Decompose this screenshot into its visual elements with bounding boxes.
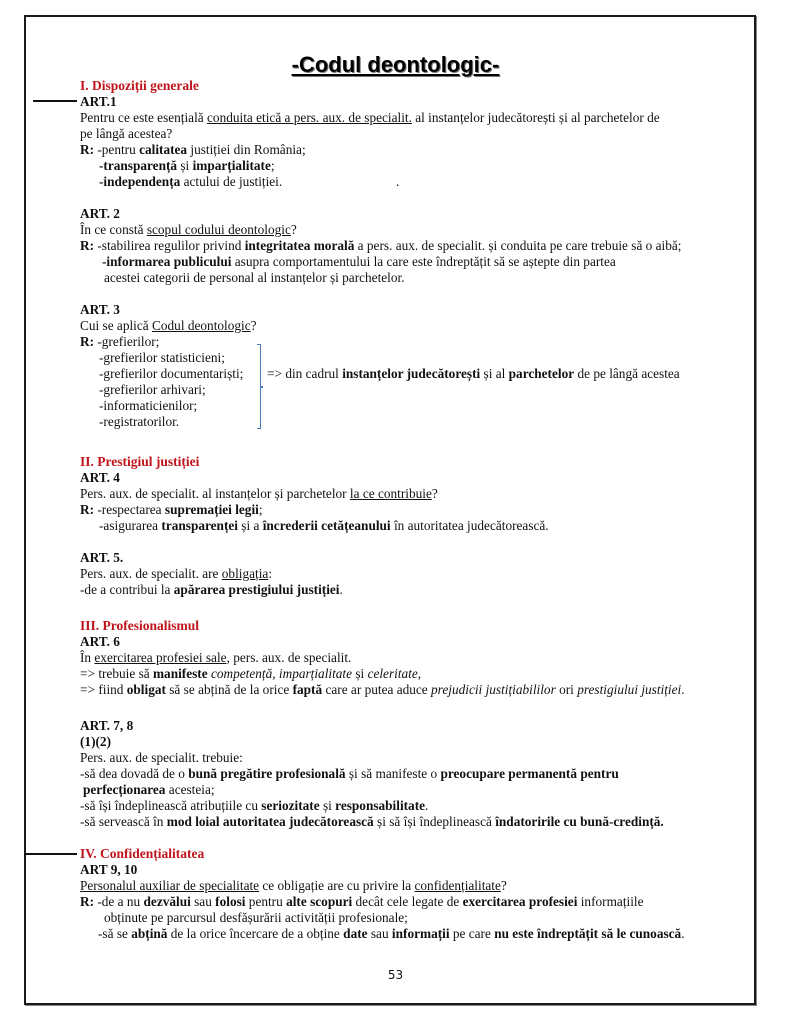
margin-marker-line: [24, 853, 77, 855]
bold-text: mod loial autoritatea judecătorească: [166, 814, 374, 829]
italic-text: prestigiului justiției: [577, 682, 682, 697]
text: .: [681, 926, 685, 941]
article-label: ART.1: [80, 94, 117, 109]
article-label: ART. 2: [80, 206, 120, 221]
bold-text: perfecționarea: [83, 782, 166, 797]
section-heading: II. Prestigiul justiției: [80, 454, 200, 469]
answer-line: acestei categorii de personal al instanțelor și parchetelor.: [104, 270, 405, 285]
text: și: [177, 158, 193, 173]
margin-marker-line: [33, 100, 77, 102]
underlined-text: Codul deontologic: [152, 318, 251, 333]
bold-text: încrederii cetățeanului: [262, 518, 391, 533]
question-line: [80, 318, 257, 334]
text: ?: [431, 486, 438, 501]
bold-text: instanțelor judecătorești: [342, 366, 481, 381]
bold-text: abțină: [131, 926, 168, 941]
text: Pers. aux. de specialit. are: [80, 566, 222, 581]
answer-line: [99, 174, 282, 190]
body-line: [80, 682, 685, 698]
body-line: Pers. aux. de specialit. trebuie:: [80, 750, 243, 765]
question-line: [80, 486, 438, 502]
text: și a: [237, 518, 263, 533]
article-label: ART. 3: [80, 302, 120, 317]
body-line: [80, 666, 421, 682]
article-label: ART. 4: [80, 470, 120, 485]
bold-text: -independența: [99, 174, 181, 189]
list-item: -grefierilor statisticieni;: [99, 350, 225, 365]
answer-line: [98, 926, 685, 942]
bold-text: exercitarea profesiei: [462, 894, 578, 909]
text: asupra comportamentului la care este îndreptățit să se aștepte din partea: [231, 254, 616, 269]
answer-line: [80, 894, 644, 910]
underlined-text: exercitarea profesiei sale: [94, 650, 227, 665]
text: și să își îndeplinească: [373, 814, 496, 829]
text: ?: [250, 318, 257, 333]
bold-text: preocupare permanentă pentru: [440, 766, 619, 781]
text: informațiile: [577, 894, 644, 909]
question-line: [80, 566, 272, 582]
text: și al: [480, 366, 509, 381]
text: ?: [290, 222, 297, 237]
text: => din cadrul: [267, 366, 343, 381]
section-heading: III. Profesionalismul: [80, 618, 200, 633]
text: al instanțelor judecătorești și al parchetelor de: [411, 110, 660, 125]
text: , pers. aux. de specialit.: [226, 650, 352, 665]
stray-dot: .: [396, 174, 400, 189]
text: să se abțină de la orice: [165, 682, 293, 697]
list-item: [80, 334, 159, 350]
text: .: [339, 582, 343, 597]
text: pentru: [245, 894, 287, 909]
list-item: -grefierilor arhivari;: [99, 382, 206, 397]
text: în autoritatea judecătorească.: [390, 518, 549, 533]
page-number: 53: [387, 968, 404, 982]
text: justiției din România;: [187, 142, 306, 157]
body-line: [80, 798, 428, 814]
article-label: ART. 5.: [80, 550, 124, 565]
question-line: [80, 878, 507, 894]
text: -pentru: [94, 142, 140, 157]
text: ;: [258, 502, 263, 517]
text: -respectarea: [94, 502, 165, 517]
answer-prefix: R:: [80, 334, 95, 349]
bold-text: integritatea morală: [244, 238, 355, 253]
bold-text: transparenței: [161, 518, 238, 533]
text: sau: [190, 894, 216, 909]
bold-text: bună pregătire profesională: [188, 766, 346, 781]
bold-text: apărarea prestigiului justiției: [173, 582, 340, 597]
section-heading: I. Dispoziții generale: [80, 78, 199, 93]
bold-text: informații: [391, 926, 450, 941]
text: și: [352, 666, 368, 681]
underlined-text: obligația: [221, 566, 269, 581]
text: -să servească în: [80, 814, 167, 829]
bold-text: faptă: [292, 682, 323, 697]
bold-text: date: [343, 926, 368, 941]
answer-prefix: R:: [80, 502, 95, 517]
bold-text: calitatea: [139, 142, 188, 157]
text: .: [681, 682, 685, 697]
bold-text: manifeste: [152, 666, 208, 681]
bold-text: îndatoririle cu bună-credință.: [495, 814, 664, 829]
text: -de a contribui la: [80, 582, 174, 597]
text: pe care: [449, 926, 495, 941]
text: În: [80, 650, 95, 665]
text: -să își îndeplinească atribuțiile cu: [80, 798, 262, 813]
bold-text: responsabilitate: [335, 798, 426, 813]
underlined-text: scopul codului deontologic: [146, 222, 291, 237]
bold-text: seriozitate: [261, 798, 320, 813]
text: .: [425, 798, 429, 813]
text: ori: [555, 682, 578, 697]
list-item: -registratorilor.: [99, 414, 180, 429]
body-line: [80, 814, 664, 830]
bold-text: folosi: [215, 894, 246, 909]
text: de la orice încercare de a obține: [167, 926, 344, 941]
text: ?: [500, 878, 507, 893]
italic-text: celeritate: [367, 666, 418, 681]
answer-prefix: R:: [80, 238, 95, 253]
bold-text: parchetelor: [508, 366, 575, 381]
text: -grefierilor;: [94, 334, 160, 349]
answer-line: [99, 518, 549, 534]
list-item: -informaticienilor;: [99, 398, 198, 413]
text: :: [268, 566, 273, 581]
text: Pentru ce este esențială: [80, 110, 208, 125]
answer-line: [80, 582, 343, 598]
bold-text: nu este îndreptățit să le cunoască: [494, 926, 682, 941]
article-label: ART 9, 10: [80, 862, 138, 877]
text: ,: [417, 666, 422, 681]
underlined-text: confidențialitate: [414, 878, 501, 893]
text: Cui se aplică: [80, 318, 153, 333]
answer-line: [80, 238, 681, 254]
text: acesteia;: [165, 782, 215, 797]
article-label: ART. 6: [80, 634, 120, 649]
italic-text: prejudicii justițiabililor: [431, 682, 556, 697]
underlined-text: la ce contribuie: [349, 486, 432, 501]
body-line: [80, 650, 351, 666]
question-line: [80, 110, 660, 126]
text: de pe lângă acestea: [574, 366, 680, 381]
bold-text: alte scopuri: [286, 894, 353, 909]
text: -asigurarea: [99, 518, 162, 533]
text: -stabilirea regulilor privind: [94, 238, 245, 253]
text: ce obligație are cu privire la: [259, 878, 415, 893]
question-line: [80, 222, 297, 238]
answer-prefix: R:: [80, 142, 95, 157]
text: a pers. aux. de specialit. și conduita pe care trebuie să o aibă;: [354, 238, 682, 253]
bold-text: supremației legii: [164, 502, 259, 517]
text: Pers. aux. de specialit. al instanțelor și parchetelor: [80, 486, 350, 501]
italic-text: competență, imparțialitate: [210, 666, 353, 681]
bold-text: dezvălui: [143, 894, 191, 909]
text: -să se: [98, 926, 132, 941]
grouping-bracket-tick: [260, 386, 263, 388]
text: actului de justiției.: [180, 174, 283, 189]
answer-line: [102, 254, 616, 270]
answer-line: obținute pe parcursul desfășurării activității profesionale;: [104, 910, 408, 925]
text: sau: [367, 926, 392, 941]
bold-text: -informarea publicului: [102, 254, 232, 269]
answer-line: [80, 142, 306, 158]
body-line: [80, 766, 619, 782]
answer-line: [99, 158, 275, 174]
list-item: -grefierilor documentariști;: [99, 366, 244, 381]
text: și să manifeste o: [345, 766, 441, 781]
text: => trebuie să: [80, 666, 153, 681]
text: -să dea dovadă de o: [80, 766, 189, 781]
underlined-text: conduita etică a pers. aux. de specialit.: [207, 110, 412, 125]
bold-text: -transparență: [99, 158, 178, 173]
page-title: -Codul deontologic-: [291, 52, 500, 77]
bold-text: obligat: [126, 682, 166, 697]
underlined-text: Personalul auxiliar de specialitate: [80, 878, 260, 893]
text: -de a nu: [94, 894, 144, 909]
text: => fiind: [80, 682, 127, 697]
bold-text: imparțialitate: [192, 158, 271, 173]
answer-line: [80, 502, 263, 518]
section-heading: IV. Confidențialitatea: [80, 846, 205, 861]
text: decât cele legate de: [352, 894, 463, 909]
text: care ar putea aduce: [322, 682, 432, 697]
scope-note: [267, 366, 680, 382]
question-line: pe lângă acestea?: [80, 126, 173, 141]
article-label: ART. 7, 8: [80, 718, 134, 733]
answer-prefix: R:: [80, 894, 95, 909]
text: În ce constă: [80, 222, 147, 237]
paragraph-label: (1)(2): [80, 734, 112, 749]
text: ;: [270, 158, 275, 173]
body-line: [83, 782, 215, 798]
text: și: [319, 798, 336, 813]
